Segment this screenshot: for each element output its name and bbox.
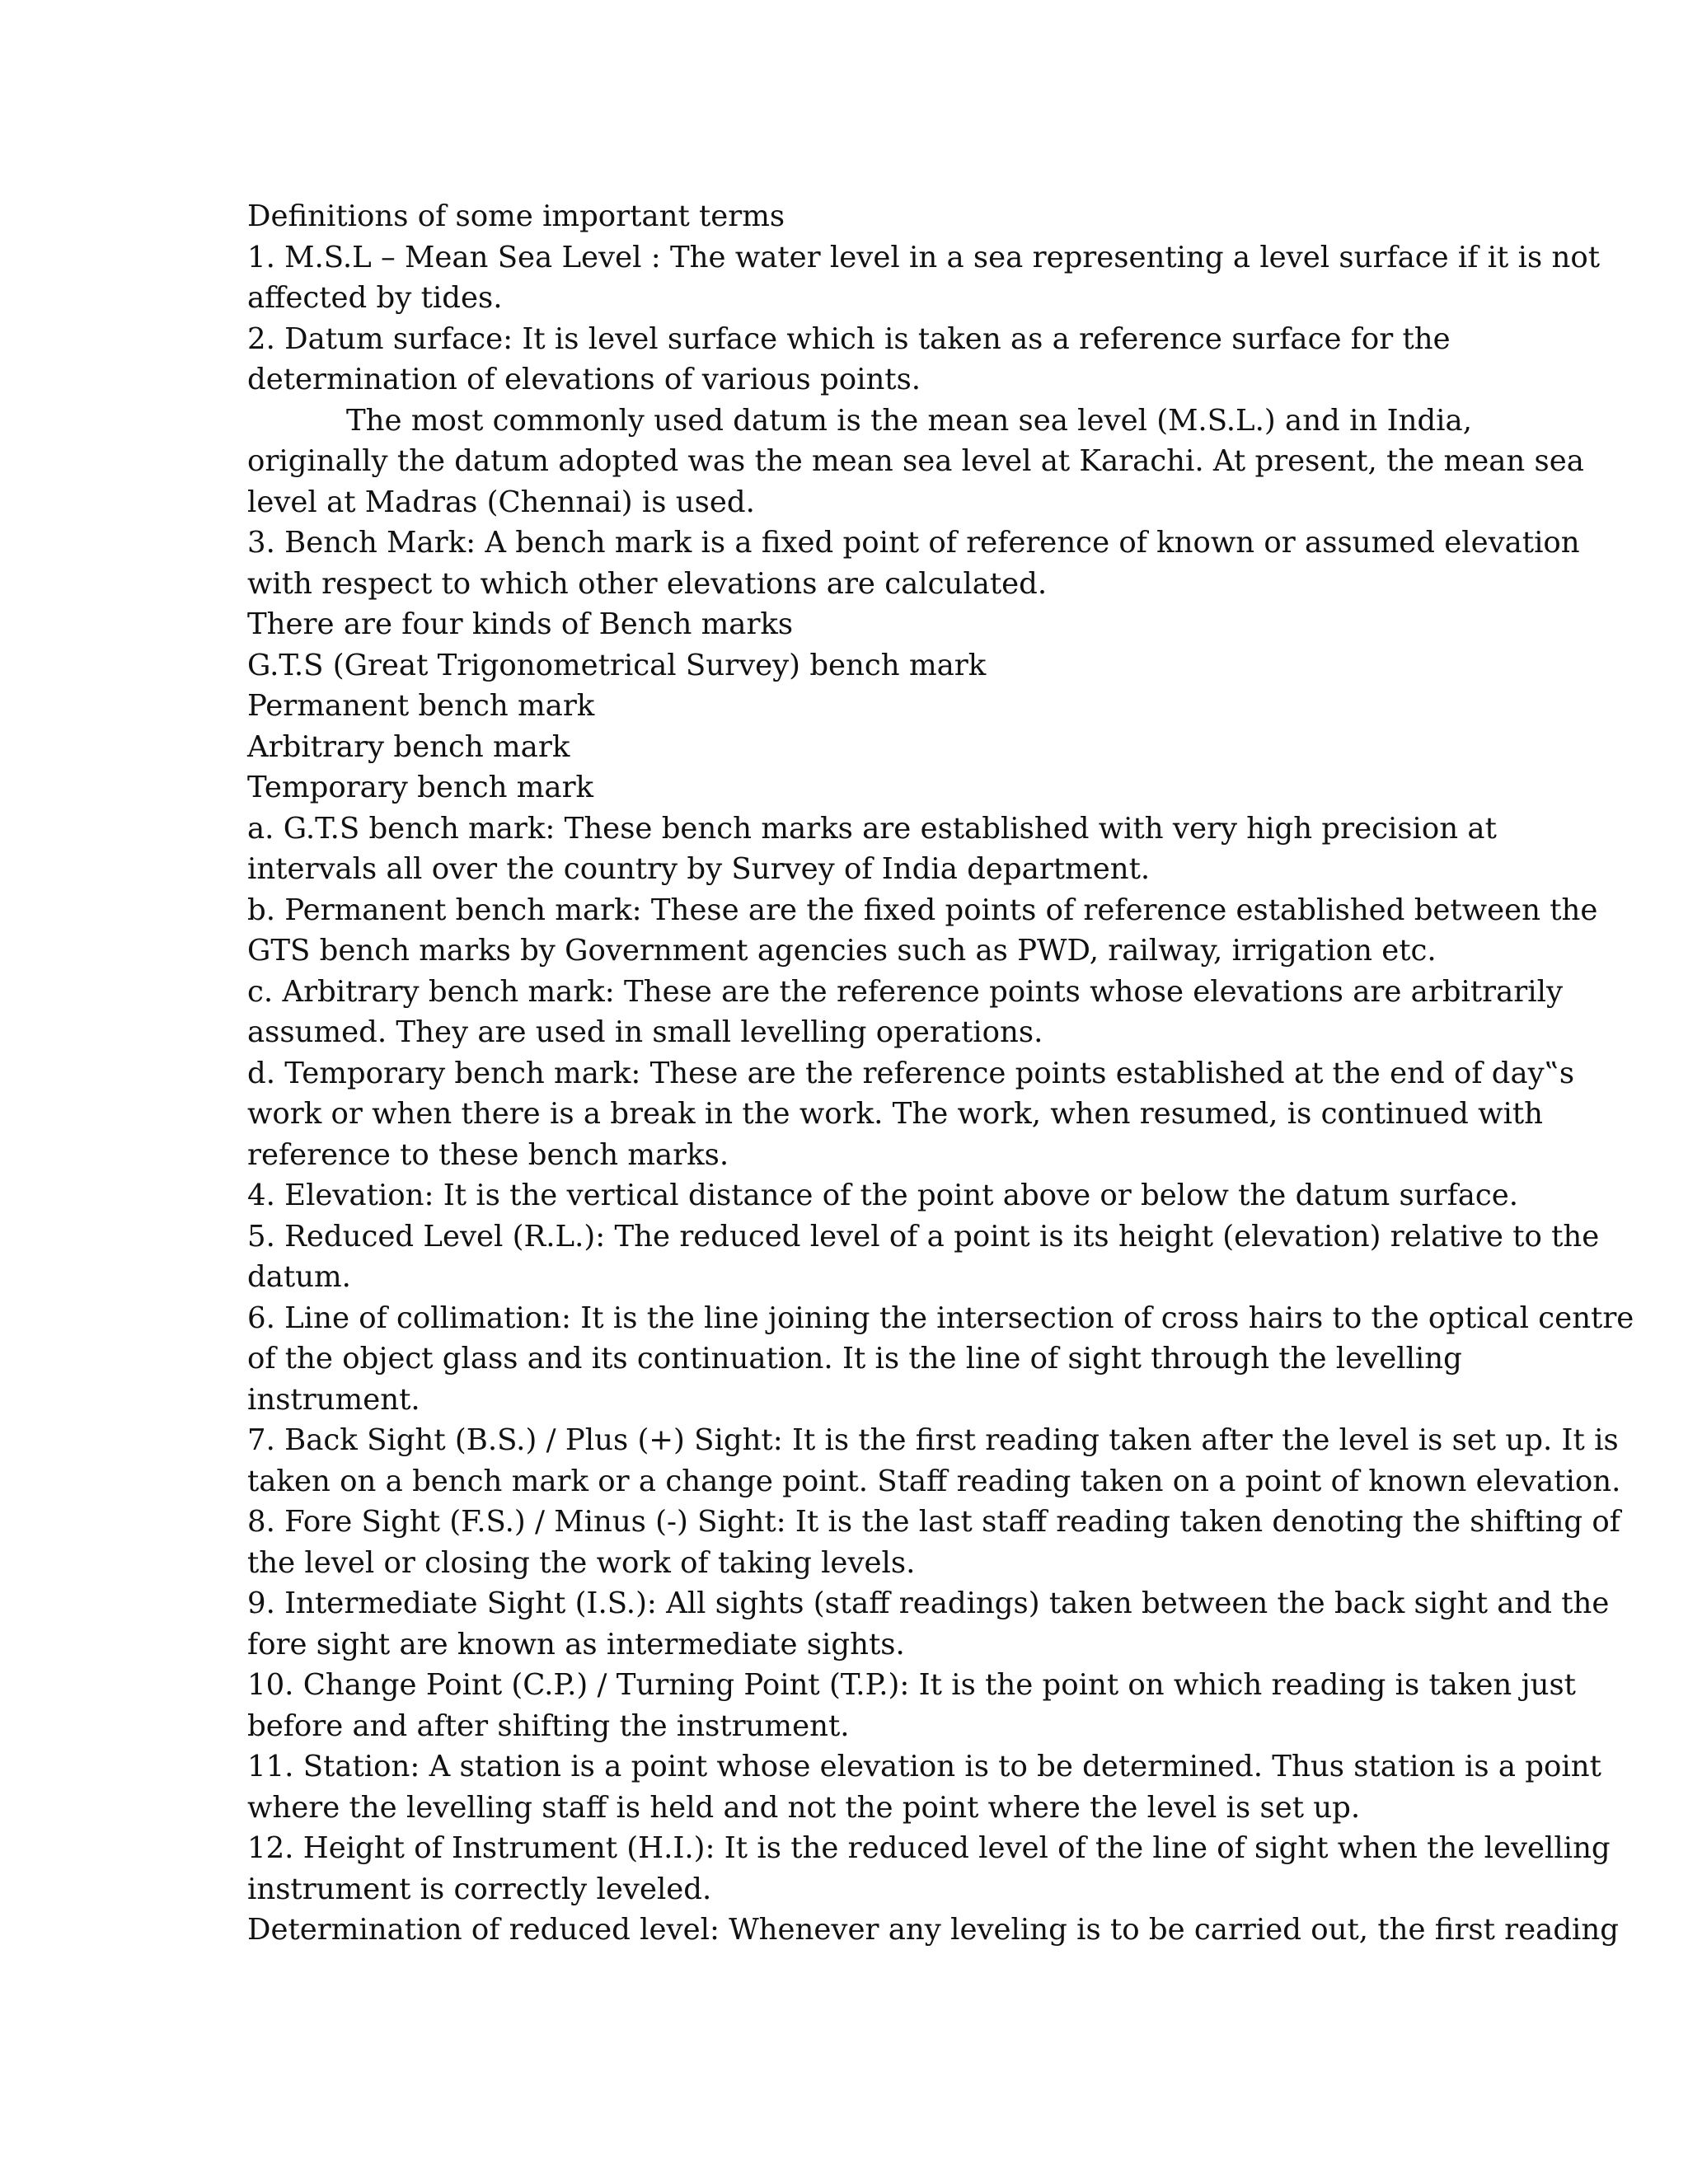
definition-msl-line-1: 1. M.S.L – Mean Sea Level : The water level in a sea representing a level surface if it is not	[247, 240, 1600, 274]
definition-collimation-line-2: of the object glass and its continuation. It is the line of sight through the levelling	[247, 1342, 1462, 1376]
definition-change-point-line-2: before and after shifting the instrument.	[247, 1708, 850, 1743]
definition-collimation-line-1: 6. Line of collimation: It is the line joining the intersection of cross hairs to the optical centre	[247, 1301, 1634, 1335]
definition-intermediate-sight-line-1: 9. Intermediate Sight (I.S.): All sights (staff readings) taken between the back sight and the	[247, 1586, 1610, 1620]
definition-back-sight-line-2: taken on a bench mark or a change point. Staff reading taken on a point of known elevation.	[247, 1464, 1621, 1498]
definition-height-of-instrument-line-1: 12. Height of Instrument (H.I.): It is the reduced level of the line of sight when the levelling	[247, 1831, 1611, 1865]
bench-mark-kind-arbitrary: Arbitrary bench mark	[247, 729, 570, 764]
definition-reduced-level-line-1: 5. Reduced Level (R.L.): The reduced level of a point is its height (elevation) relative to the	[247, 1219, 1600, 1254]
temporary-description-line-1: d. Temporary bench mark: These are the reference points established at the end of day‟s	[247, 1056, 1575, 1090]
gts-description-line-1: a. G.T.S bench mark: These bench marks are established with very high precision at	[247, 811, 1497, 846]
definition-collimation-line-3: instrument.	[247, 1382, 420, 1417]
definition-reduced-level-line-2: datum.	[247, 1260, 351, 1294]
definition-change-point-line-1: 10. Change Point (C.P.) / Turning Point (T.P.): It is the point on which reading is taken just	[247, 1668, 1576, 1702]
definition-height-of-instrument-line-2: instrument is correctly leveled.	[247, 1872, 712, 1906]
permanent-description-line-1: b. Permanent bench mark: These are the fixed points of reference established between the	[247, 893, 1598, 927]
definition-fore-sight-line-2: the level or closing the work of taking levels.	[247, 1545, 916, 1580]
document-body	[247, 196, 1634, 1951]
definition-datum-line-2: determination of elevations of various points.	[247, 363, 921, 396]
definition-station-line-1: 11. Station: A station is a point whose elevation is to be determined. Thus station is a point	[247, 1750, 1601, 1783]
permanent-description-line-2: GTS bench marks by Government agencies such as PWD, railway, irrigation etc.	[247, 934, 1437, 968]
definition-station-line-2: where the levelling staff is held and not the point where the level is set up.	[247, 1790, 1361, 1825]
datum-note-line-2: originally the datum adopted was the mean sea level at Karachi. At present, the mean sea	[247, 444, 1584, 478]
temporary-description-line-2: work or when there is a break in the work. The work, when resumed, is continued with	[247, 1097, 1543, 1131]
bench-mark-kind-gts: G.T.S (Great Trigonometrical Survey) bench mark	[247, 648, 987, 682]
temporary-description-line-3: reference to these bench marks.	[247, 1137, 729, 1172]
datum-note-line-1: The most commonly used datum is the mean sea level (M.S.L.) and in India,	[346, 403, 1472, 438]
definition-elevation: 4. Elevation: It is the vertical distance of the point above or below the datum surface.	[247, 1179, 1519, 1212]
bench-mark-kind-temporary: Temporary bench mark	[247, 771, 594, 804]
definition-datum-line-1: 2. Datum surface: It is level surface which is taken as a reference surface for the	[247, 321, 1451, 356]
reduced-level-determination-line-1: Determination of reduced level: Whenever any leveling is to be carried out, the first reading	[247, 1913, 1619, 1947]
gts-description-line-2: intervals all over the country by Survey of India department.	[247, 852, 1151, 886]
bench-mark-kinds-intro: There are four kinds of Bench marks	[247, 607, 794, 641]
arbitrary-description-line-1: c. Arbitrary bench mark: These are the reference points whose elevations are arbitrarily	[247, 974, 1564, 1009]
definition-bench-mark-line-1: 3. Bench Mark: A bench mark is a fixed point of reference of known or assumed elevation	[247, 526, 1580, 560]
definition-bench-mark-line-2: with respect to which other elevations are calculated.	[247, 566, 1048, 601]
datum-note-line-3: level at Madras (Chennai) is used.	[247, 485, 755, 519]
arbitrary-description-line-2: assumed. They are used in small levelling operations.	[247, 1015, 1043, 1049]
bench-mark-kind-permanent: Permanent bench mark	[247, 689, 595, 723]
definition-fore-sight-line-1: 8. Fore Sight (F.S.) / Minus (-) Sight: It is the last staff reading taken denoting the shifting of	[247, 1505, 1620, 1539]
definition-intermediate-sight-line-2: fore sight are known as intermediate sights.	[247, 1627, 905, 1661]
definition-msl-line-2: affected by tides.	[247, 281, 503, 315]
definition-back-sight-line-1: 7. Back Sight (B.S.) / Plus (+) Sight: It is the first reading taken after the level is set up. It is	[247, 1423, 1619, 1457]
section-heading: Definitions of some important terms	[247, 199, 785, 233]
